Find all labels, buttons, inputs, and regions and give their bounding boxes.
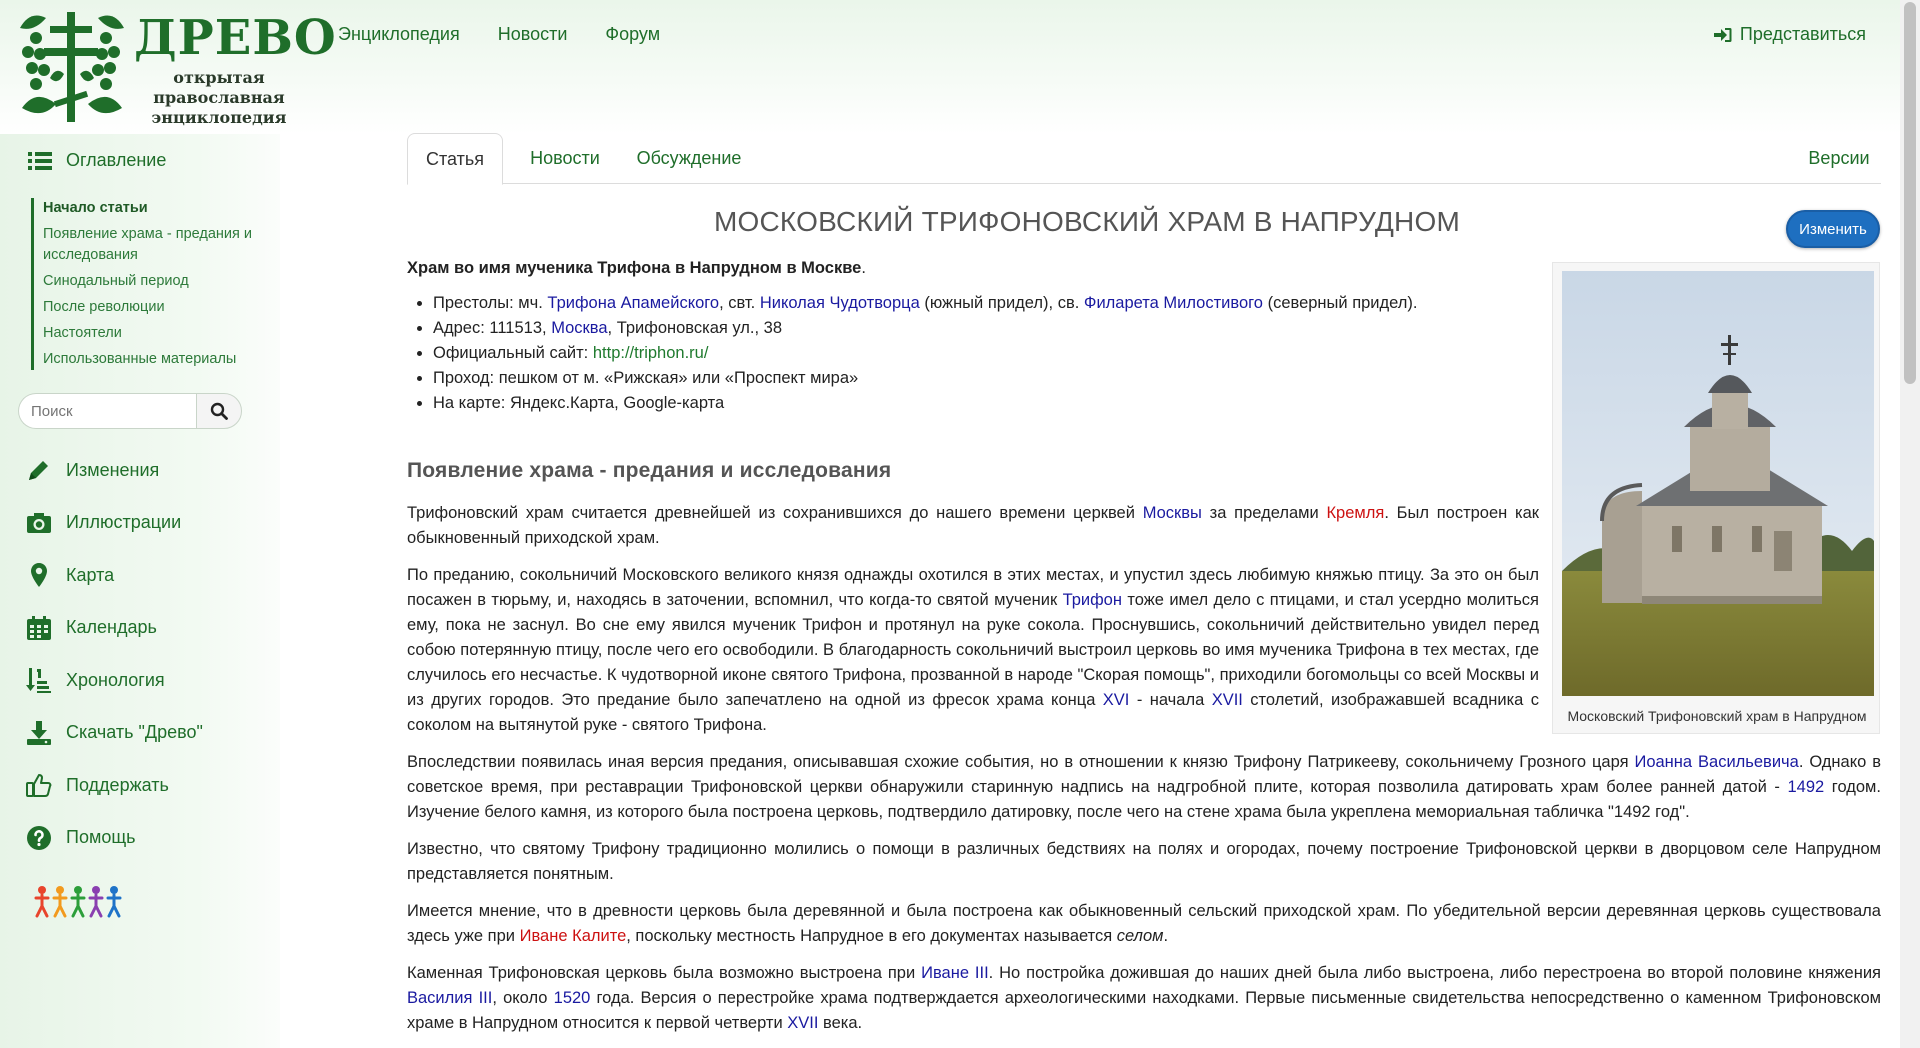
link-1492[interactable]: 1492 — [1787, 778, 1825, 796]
text: , Трифоновская ул., 38 — [607, 319, 783, 337]
menu-label: Скачать "Древо" — [66, 722, 203, 743]
toc-item-after-revolution[interactable]: После революции — [43, 299, 165, 315]
info-list — [407, 291, 1553, 416]
text: Трифоновский храм считается древнейшей из сохранившихся до нашего времени церквей — [407, 504, 1143, 522]
logo-title: ДРЕВО — [134, 10, 337, 66]
text: годом. Изучение белого камня, из которого была построена церковь, подтвердило датировку, после чего на стене храма была укреплена мемориальная табличка "1492 год". — [407, 778, 1881, 821]
paragraph — [407, 501, 1539, 551]
search-button[interactable] — [196, 393, 242, 429]
sidebar-menu — [26, 444, 203, 864]
info-address — [433, 316, 1553, 341]
menu-support[interactable] — [26, 759, 203, 812]
text: . Был построен как обыкновенный приходской храм. — [407, 504, 1539, 547]
menu-label: Помощь — [66, 827, 136, 848]
toc-item-origin[interactable]: Появление храма - предания и исследования — [43, 226, 253, 263]
link-xvii[interactable]: XVII — [787, 1014, 819, 1032]
camera-icon — [26, 510, 52, 536]
link-moscow[interactable]: Москвы — [1142, 504, 1202, 522]
link-kremlin[interactable]: Кремля — [1326, 504, 1385, 522]
paragraph — [407, 899, 1881, 949]
link-official-site[interactable]: http://triphon.ru/ — [592, 344, 709, 362]
menu-download[interactable] — [26, 707, 203, 760]
text: . Однако в советское время, при реставрации Трифоновской церкви обнаружили старинную надпись на надгробной плите, которая позволила датировать храм более ранней датой - — [407, 753, 1881, 796]
text: Официальный сайт: — [433, 344, 593, 362]
page-title: МОСКОВСКИЙ ТРИФОНОВСКИЙ ХРАМ В НАПРУДНОМ — [714, 206, 1460, 237]
text: за пределами — [1201, 504, 1327, 522]
menu-label: Иллюстрации — [66, 512, 182, 533]
lead-end: . — [861, 259, 866, 277]
text: года. Версия о перестройке храма подтверждается археологическими находками. Первые письменные свидетельства непосредственно о каменном Трифоновском храме в Напрудном относится к первой четверти — [407, 989, 1881, 1032]
text: По преданию, сокольничий Московского великого князя однажды охотился в этих местах, и упустил здесь любимую княжью птицу. За это он был посажен в тюрьму, и, находясь в заточении, вспомнил, что когда-то святой мученик — [407, 566, 1539, 609]
toc-item-start[interactable]: Начало статьи — [43, 200, 148, 216]
toc-item-sources[interactable]: Использованные материалы — [43, 351, 237, 367]
figure-caption: Московский Трифоновский храм в Напрудном — [1567, 708, 1867, 724]
text: . — [1163, 927, 1169, 945]
menu-label: Календарь — [66, 617, 157, 638]
article-tabs — [407, 133, 1881, 184]
scrollbar-thumb[interactable] — [1904, 2, 1916, 384]
nav-news[interactable]: Новости — [497, 24, 568, 44]
logo-subtitle-line: энциклопедия — [151, 108, 287, 127]
text: тоже имел дело с птицами, и стал усердно молиться ему, пока не заснул. Во сне ему явился мученик Трифон и протянул на руке сокола. Проснувшись, сокольничий действительно увидел перед собою потерянную птицу, после чего его освободили. В благодарность сокольничий выстроил церковь во имя мученика Трифона в тех местах, где случилось его несчастье. К чудотворной иконе святого Трифона, прозванной в народе "Скорая помощь", приходили богомольцы со всей Москвы и из других городов. Это предание было запечатлено на одной из фресок храма конца — [407, 591, 1539, 709]
logo-subtitle — [144, 68, 294, 128]
text: (северный придел). — [1262, 294, 1418, 312]
top-navigation — [338, 24, 660, 45]
logo-subtitle-line: открытая — [173, 68, 265, 87]
toc-item-synodal[interactable]: Синодальный период — [43, 273, 189, 289]
toc-label: Оглавление — [66, 150, 167, 170]
link-moscow[interactable]: Москва — [551, 319, 608, 337]
info-site — [433, 341, 1553, 366]
paragraph: Известно, что святому Трифону традиционно молились о помощи в различных бедствиях на полях и огородах, почему построение Трифоновской церкви в дворцовом селе Напрудном представляется понятным. — [407, 840, 1881, 883]
tab-discussion[interactable]: Обсуждение — [636, 148, 742, 168]
link-tryphon[interactable]: Трифона Апамейского — [547, 294, 720, 312]
section-title-origin: Появление храма - предания и исследования — [407, 459, 892, 482]
thumbs-up-icon — [26, 772, 52, 798]
tab-versions[interactable]: Версии — [1808, 148, 1870, 168]
emphasis: селом — [1116, 927, 1164, 945]
info-route: • Проход: пешком от м. «Рижская» или «Проспект мира» — [433, 366, 1553, 391]
menu-help[interactable] — [26, 812, 203, 865]
sort-numeric-icon — [26, 667, 52, 693]
children-figures-icon[interactable] — [34, 884, 130, 918]
list-icon — [28, 151, 52, 171]
login-link[interactable] — [1714, 24, 1866, 45]
text: Каменная Трифоновская церковь была возможно выстроена при — [407, 964, 922, 982]
text: - начала — [1129, 691, 1212, 709]
tab-article[interactable]: Статья — [407, 133, 503, 185]
download-icon — [26, 720, 52, 746]
link-1520[interactable]: 1520 — [553, 989, 591, 1007]
tab-news[interactable]: Новости — [530, 148, 600, 168]
text: века. — [818, 1014, 863, 1032]
logo-emblem-icon — [16, 8, 128, 126]
link-xvii[interactable]: XVII — [1211, 691, 1243, 709]
question-circle-icon — [26, 825, 52, 851]
menu-label: Хронология — [66, 669, 165, 690]
pencil-icon — [26, 457, 52, 483]
paragraph — [407, 750, 1881, 825]
link-tryphon[interactable]: Трифон — [1062, 591, 1122, 609]
page-scrollbar[interactable] — [1900, 0, 1920, 1048]
lead-text: Храм во имя мученика Трифона в Напрудном в Москве — [407, 259, 862, 277]
toc-toggle[interactable] — [28, 150, 166, 171]
calendar-icon — [26, 615, 52, 641]
link-nicholas[interactable]: Николая Чудотворца — [759, 294, 920, 312]
text: Престолы: мч. — [433, 294, 548, 312]
menu-illustrations[interactable] — [26, 497, 203, 550]
text: Имеется мнение, что в древности церковь была деревянной и была построена как обыкновенный сельский приходской храм. По убедительной версии деревянная церковь существовала здесь уже при — [407, 902, 1881, 945]
paragraph — [407, 563, 1539, 738]
menu-label: Изменения — [66, 459, 160, 480]
link-xvi[interactable]: XVI — [1102, 691, 1130, 709]
edit-button[interactable]: Изменить — [1786, 210, 1880, 248]
paragraph — [407, 961, 1881, 1036]
text: . Но постройка дожившая до наших дней была либо выстроена, либо перестроена во второй половине княжения — [988, 964, 1881, 982]
menu-changes[interactable] — [26, 444, 203, 497]
text: Адрес: 111513, — [433, 319, 552, 337]
sidebar-search — [18, 393, 244, 431]
text: Впоследствии появилась иная версия предания, описывавшая схожие события, но в отношении к князю Трифону Патрикееву, сокольничему Грозного царя — [407, 753, 1635, 771]
search-input[interactable] — [18, 393, 196, 429]
text: , поскольку местность Напрудное в его документах называется — [626, 927, 1117, 945]
text: , свт. — [719, 294, 760, 312]
logo-subtitle-line: православная — [153, 88, 285, 107]
search-icon — [210, 402, 228, 420]
link-ivan-iii[interactable]: Иване III — [921, 964, 989, 982]
menu-label: Поддержать — [66, 774, 169, 795]
link-ivan-vasilyevich[interactable]: Иоанна Васильевича — [1634, 753, 1799, 771]
menu-chronology[interactable] — [26, 654, 203, 707]
info-map: • На карте: Яндекс.Карта, Google-карта — [433, 391, 1553, 416]
article-body — [407, 253, 1881, 1048]
login-label: Представиться — [1739, 24, 1866, 44]
menu-label: Карта — [66, 564, 115, 585]
nav-encyclopedia[interactable]: Энциклопедия — [338, 24, 460, 44]
toc-list — [31, 198, 283, 370]
link-vasily-iii[interactable]: Василия III — [407, 989, 493, 1007]
toc-item-rectors[interactable]: Настоятели — [43, 325, 122, 341]
sign-in-icon — [1714, 27, 1732, 43]
menu-map[interactable] — [26, 549, 203, 602]
text: (южный придел), св. — [919, 294, 1084, 312]
info-thrones — [433, 291, 1553, 316]
text: , около — [492, 989, 554, 1007]
nav-forum[interactable]: Форум — [605, 24, 661, 44]
link-philaret[interactable]: Филарета Милостивого — [1083, 294, 1263, 312]
link-ivan-kalita[interactable]: Иване Калите — [519, 927, 627, 945]
text: столетий, изображавшей всадника с соколом на вытянутой руке - святого Трифона. — [407, 691, 1539, 734]
menu-calendar[interactable] — [26, 602, 203, 655]
site-logo[interactable] — [16, 8, 337, 128]
map-marker-icon — [26, 562, 52, 588]
article-lead — [407, 255, 1881, 281]
